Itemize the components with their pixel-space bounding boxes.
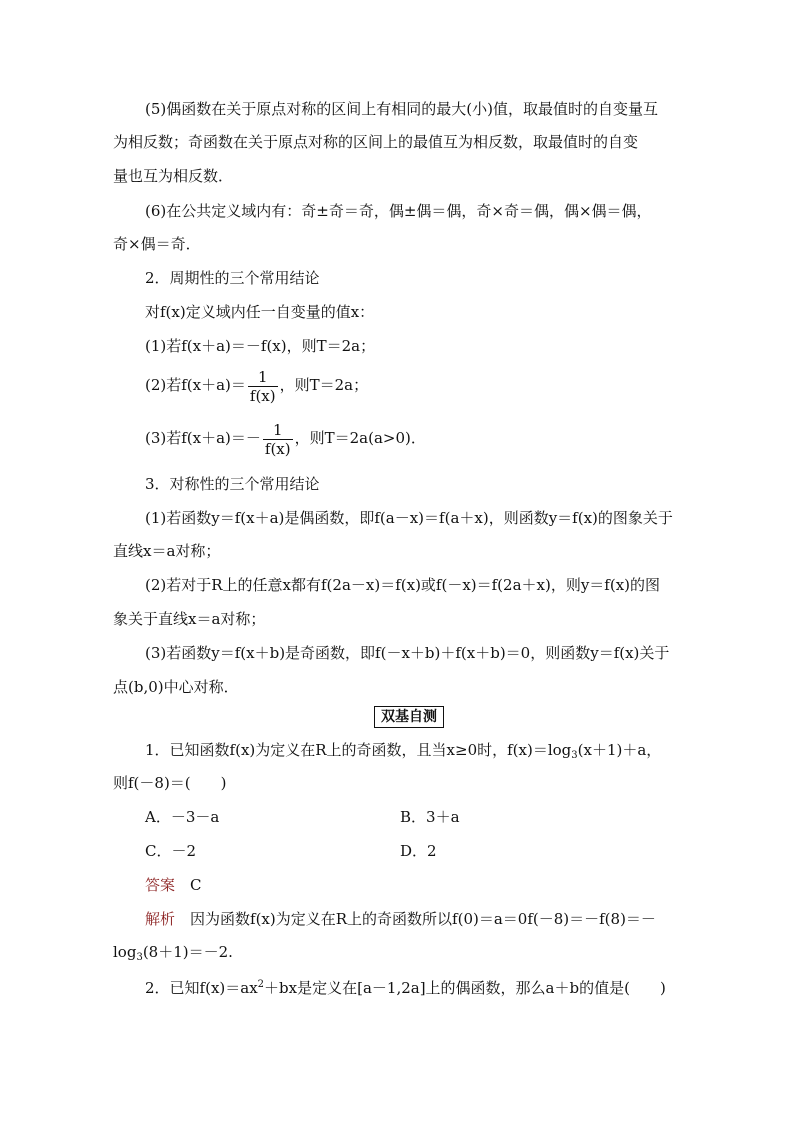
line-text: 直线x＝a对称； [113,542,221,560]
fraction-numerator: 1 [248,368,278,387]
line-text: 奇×偶＝奇． [113,235,201,253]
formula-suffix: ，则T＝2a(a>0)． [294,429,426,447]
answer-line [145,875,202,895]
answer-value: C [190,876,202,894]
explanation-line [145,909,656,929]
formula-prefix: (3)若f(x＋a)＝－ [145,429,261,447]
line-text: (6)在公共定义域内有：奇±奇＝奇，偶±偶＝偶，奇×奇＝偶，偶×偶＝偶， [145,202,652,220]
exponent: 2 [257,979,265,990]
fraction [263,421,293,458]
line-text: 量也互为相反数． [113,167,234,185]
fraction [248,368,278,405]
question-text: ＋bx是定义在[a－1,2a]上的偶函数，那么a＋b的值是( ) [264,979,666,997]
line-text: (3)若函数y＝f(x＋b)是奇函数，即f(－x＋b)＋f(x＋b)＝0，则函数y＝f(x)关于 [145,644,670,662]
question-text: 2．已知f(x)＝ax [145,979,258,997]
line-text: (1)若函数y＝f(x＋a)是偶函数，即f(a－x)＝f(a＋x)，则函数y＝f(x)的图象关于 [145,509,673,527]
option-d: D．2 [400,842,437,860]
log-base: 3 [571,750,578,761]
subsection-heading: 2．周期性的三个常用结论 [145,269,320,287]
question-2 [145,975,666,998]
line-text: (1)若f(x＋a)＝－f(x)，则T＝2a； [145,337,376,355]
formula-line [145,365,368,405]
formula-prefix: (2)若f(x＋a)＝ [145,376,246,394]
line-text: 对f(x)定义域内任一自变量的值x： [145,303,375,321]
line-text: 为相反数；奇函数在关于原点对称的区间上的最值互为相反数，取最值时的自变 [113,133,639,151]
option-b: B．3＋a [400,808,460,826]
question-1 [145,740,661,766]
explanation-text: (8＋1)＝－2. [142,943,233,961]
question-text: (x＋1)＋a， [577,741,662,759]
formula-line [145,418,426,458]
line-text: 象关于直线x＝a对称； [113,610,266,628]
explanation-text: log [113,943,137,961]
line-text: (5)偶函数在关于原点对称的区间上有相同的最大(小)值，取最值时的自变量互 [145,100,658,118]
explanation-line [113,942,233,968]
explanation-label: 解析 [145,910,176,928]
question-text: 1．已知函数f(x)为定义在R上的奇函数，且当x≥0时，f(x)＝log [145,741,572,759]
formula-suffix: ，则T＝2a； [279,376,369,394]
option-a: A．－3－a [145,808,220,826]
fraction-denominator: f(x) [264,439,291,458]
option-c: C．－2 [145,842,197,860]
line-text: 点(b,0)中心对称． [113,678,239,696]
section-title-box: 双基自测 [374,706,444,728]
fraction-denominator: f(x) [249,386,276,405]
explanation-text: 因为函数f(x)为定义在R上的奇函数所以f(0)＝a＝0f(－8)＝－f(8)＝－ [190,910,656,928]
fraction-numerator: 1 [263,421,293,440]
subsection-heading: 3．对称性的三个常用结论 [145,475,320,493]
question-text: 则f(－8)＝( ) [113,774,227,792]
answer-label: 答案 [145,876,176,894]
line-text: (2)若对于R上的任意x都有f(2a－x)＝f(x)或f(－x)＝f(2a＋x)，则y＝f(x)的图 [145,576,661,594]
log-base: 3 [136,952,143,963]
